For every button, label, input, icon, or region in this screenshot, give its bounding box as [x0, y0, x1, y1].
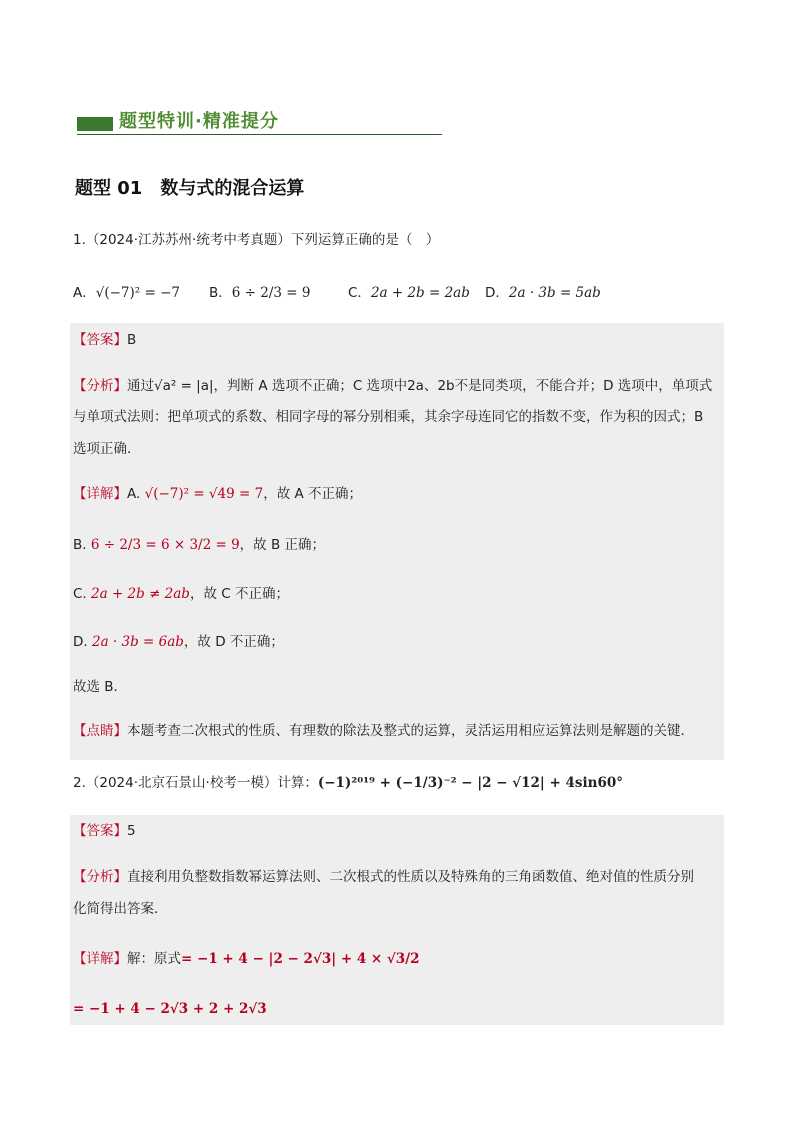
q1-option-b [209, 281, 310, 301]
q1-detail-c-text: ，故 C 不正确； [189, 586, 289, 602]
q1-detail-c [73, 584, 289, 604]
q1-detail-tag: 【详解】 [73, 486, 127, 502]
q2-stem-text: 2.（2024·北京石景山·校考一模）计算： [73, 775, 318, 791]
q1-detail-c-expr: 2a + 2b ≠ 2ab [91, 586, 190, 602]
q2-answer-value: 5 [127, 823, 136, 839]
q1-detail-b-text: ，故 B 正确； [239, 537, 326, 553]
q2-analysis-line-1 [73, 867, 723, 887]
q2-analysis-tag: 【分析】 [73, 869, 127, 885]
q1-detail-d-text: ，故 D 不正确； [183, 634, 284, 650]
q1-option-d [485, 281, 601, 301]
section-code: 题型 01 [75, 178, 143, 199]
q2-answer [73, 821, 136, 841]
q1-detail-d [73, 632, 284, 652]
q2-detail-1-expr: = −1 + 4 − |2 − 2√3| + 4 × √3/2 [181, 951, 420, 967]
q2-stem [73, 773, 623, 793]
q1-conclusion: 故选 B． [73, 679, 128, 695]
q2-detail-2 [73, 999, 267, 1019]
q1-analysis-tag: 【分析】 [73, 378, 127, 394]
q1-detail-b-label: B. [73, 537, 87, 553]
q1-analysis-line-2: 与单项式法则：把单项式的系数、相同字母的幂分别相乘，其余字母连同它的指数不变，作为积的因式；B [73, 409, 704, 425]
q1-options [73, 281, 713, 303]
q1-comment-text: 本题考查二次根式的性质、有理数的除法及整式的运算，灵活运用相应运算法则是解题的关键． [127, 723, 694, 739]
q2-stem-expr: (−1)²⁰¹⁹ + (−1/3)⁻² − |2 − √12| + 4sin60° [317, 775, 623, 791]
q1-detail-a-label: A. [127, 486, 141, 502]
q1-answer-tag: 【答案】 [73, 332, 127, 348]
q1-analysis-line-1 [73, 376, 723, 396]
q2-detail-1-prefix: 解：原式 [127, 951, 181, 967]
q1-option-d-expr: 2a · 3b = 5ab [508, 285, 601, 301]
q1-detail-d-expr: 2a · 3b = 6ab [91, 634, 184, 650]
q1-stem: 1.（2024·江苏苏州·统考中考真题）下列运算正确的是（ ） [73, 232, 440, 248]
q1-detail-c-label: C. [73, 586, 87, 602]
banner-title: 题型特训·精准提分 [119, 111, 279, 132]
q2-detail-1 [73, 949, 420, 969]
q1-option-c-expr: 2a + 2b = 2ab [370, 285, 470, 301]
q2-solution-block [70, 815, 724, 1025]
q1-detail-d-label: D. [73, 634, 88, 650]
q1-option-b-label: B． [209, 285, 232, 301]
q1-option-a-expr: √(−7)² = −7 [95, 285, 180, 301]
q1-analysis-text-1: 通过√a² = |a|，判断 A 选项不正确；C 选项中2a、2b不是同类项，不能合并；D 选项中，单项式 [127, 378, 713, 394]
q1-detail-b-expr: 6 ÷ 2/3 = 6 × 3/2 = 9 [90, 537, 240, 553]
q2-analysis-text-1: 直接利用负整数指数幂运算法则、二次根式的性质以及特殊角的三角函数值、绝对值的性质分别 [127, 869, 694, 885]
q1-analysis-line-3: 选项正确． [73, 441, 141, 457]
q1-detail-a-expr: √(−7)² = √49 = 7 [144, 486, 264, 502]
q1-detail-a-text: ，故 A 不正确； [263, 486, 363, 502]
q1-detail-a [73, 484, 362, 504]
section-banner [77, 110, 442, 136]
q1-option-a-label: A． [73, 285, 96, 301]
q1-option-a [73, 281, 180, 301]
q2-detail-2-expr: = −1 + 4 − 2√3 + 2 + 2√3 [73, 1001, 267, 1017]
section-title [75, 174, 304, 200]
section-name: 数与式的混合运算 [160, 178, 305, 199]
q2-analysis-line-2: 化简得出答案． [73, 901, 168, 917]
q2-answer-tag: 【答案】 [73, 823, 127, 839]
q1-detail-b [73, 535, 325, 555]
q2-detail-tag: 【详解】 [73, 951, 127, 967]
q1-comment-tag: 【点睛】 [73, 723, 127, 739]
q1-answer-value: B [127, 332, 137, 348]
q1-option-d-label: D． [485, 285, 509, 301]
q1-option-c [348, 281, 470, 301]
q1-option-c-label: C． [348, 285, 371, 301]
banner-rule [77, 134, 442, 135]
q1-answer [73, 330, 136, 350]
q1-comment [73, 721, 723, 741]
banner-bar [77, 117, 113, 131]
q1-option-b-expr: 6 ÷ 2/3 = 9 [231, 285, 311, 301]
